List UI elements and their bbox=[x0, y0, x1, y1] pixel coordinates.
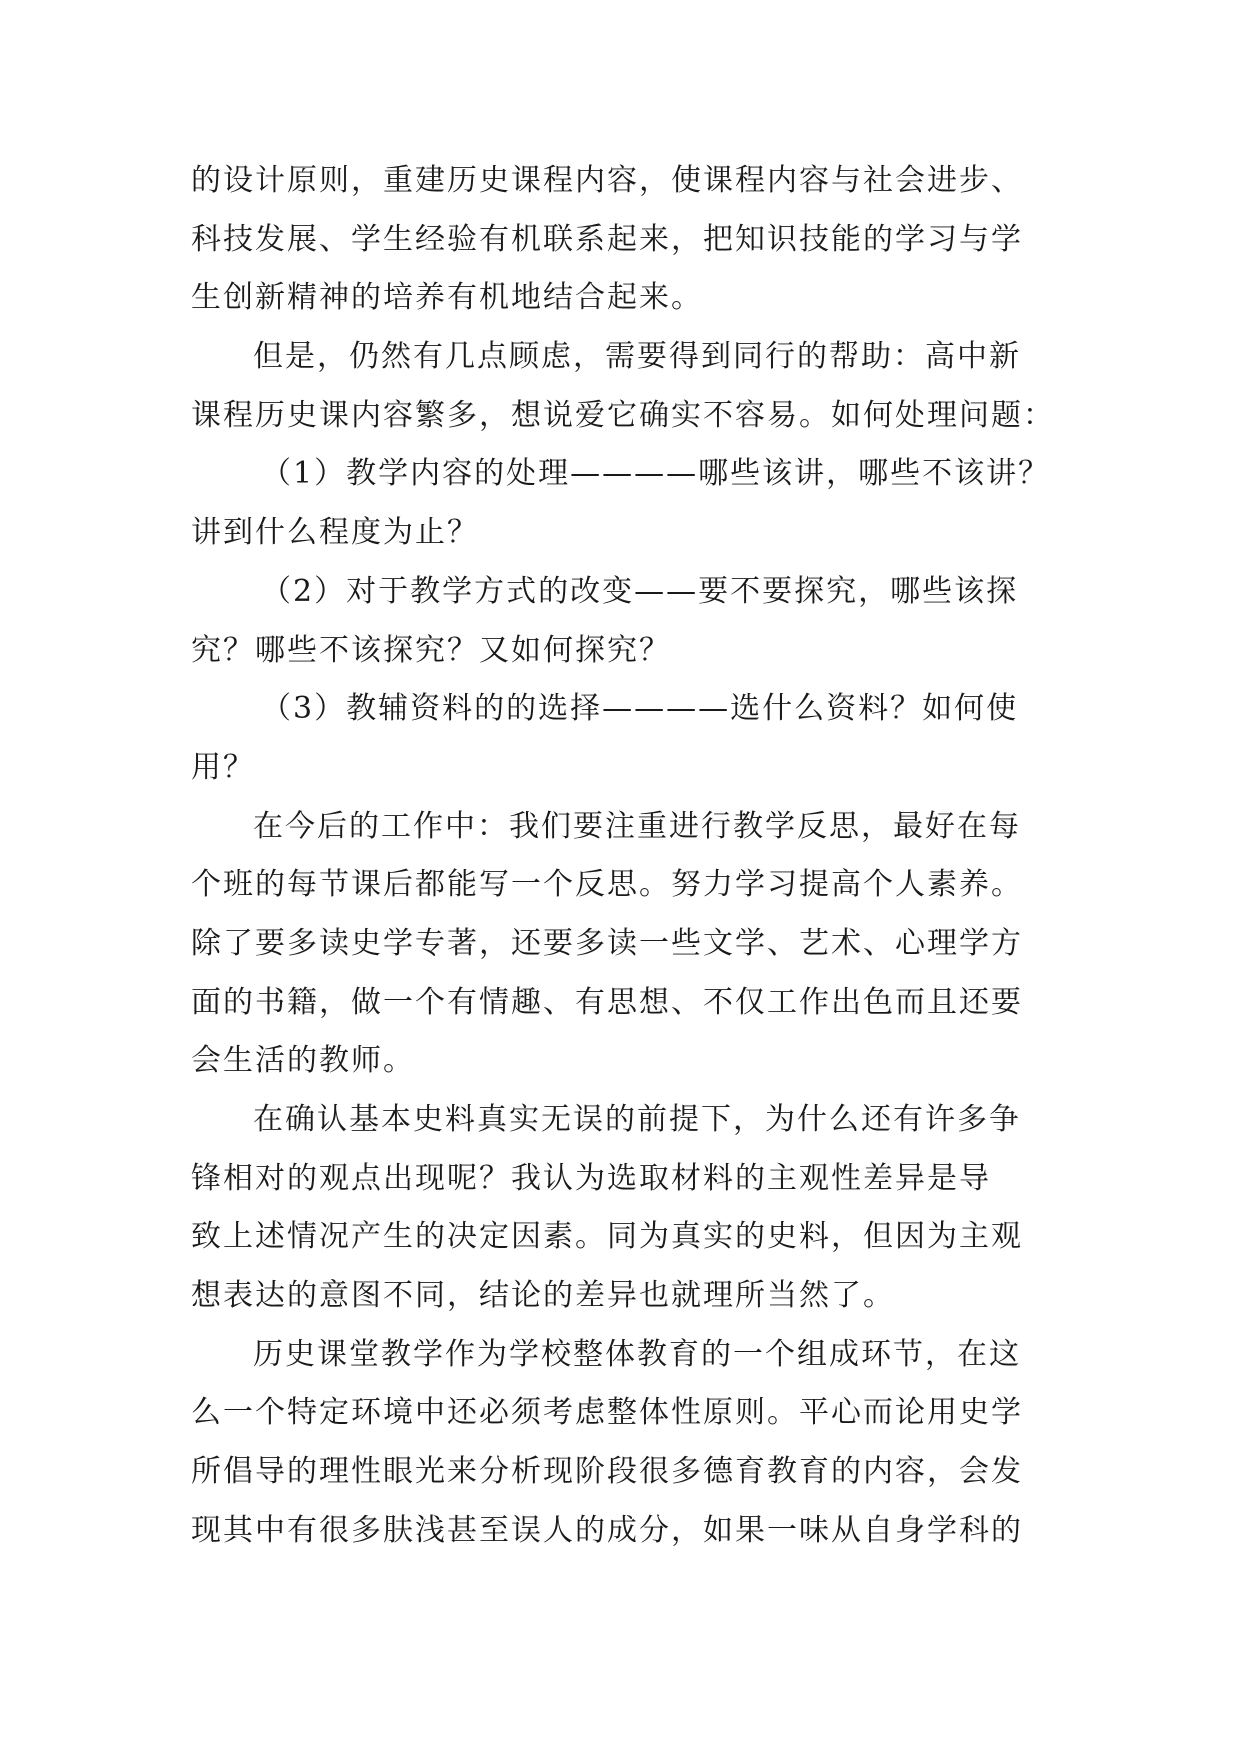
text-line: 除了要多读史学专著，还要多读一些文学、艺术、心理学方 bbox=[191, 925, 1023, 961]
text-line: 会生活的教师。 bbox=[191, 1043, 415, 1079]
list-item-1: （1）教学内容的处理————哪些该讲，哪些不该讲？ bbox=[261, 456, 1051, 492]
text-line: 现其中有很多肤浅甚至误人的成分，如果一味从自身学科的 bbox=[191, 1512, 1023, 1548]
text-line: 用？ bbox=[191, 749, 255, 785]
paragraph-start-line: 但是，仍然有几点顾虑，需要得到同行的帮助：高中新 bbox=[253, 339, 1021, 375]
text-line: 生创新精神的培养有机地结合起来。 bbox=[191, 280, 703, 316]
text-line: 的设计原则，重建历史课程内容，使课程内容与社会进步、 bbox=[191, 163, 1023, 198]
text-line: 课程历史课内容繁多，想说爱它确实不容易。如何处理问题： bbox=[191, 397, 1055, 433]
text-line: 致上述情况产生的决定因素。同为真实的史料，但因为主观 bbox=[191, 1219, 1023, 1255]
text-line: 个班的每节课后都能写一个反思。努力学习提高个人素养。 bbox=[191, 867, 1023, 903]
text-line: 锋相对的观点出现呢？我认为选取材料的主观性差异是导 bbox=[191, 1160, 991, 1196]
text-line: 究？哪些不该探究？又如何探究？ bbox=[191, 632, 671, 668]
body-text bbox=[191, 152, 1059, 1561]
paragraph-start-line: 历史课堂教学作为学校整体教育的一个组成环节，在这 bbox=[253, 1336, 1021, 1372]
list-item-3: （3）教辅资料的的选择————选什么资料？如何使 bbox=[261, 691, 1019, 727]
list-item-2: （2）对于教学方式的改变——要不要探究，哪些该探 bbox=[261, 573, 1019, 609]
paragraph-start-line: 在今后的工作中：我们要注重进行教学反思，最好在每 bbox=[253, 808, 1021, 844]
text-line: 讲到什么程度为止？ bbox=[191, 515, 479, 551]
text-line: 科技发展、学生经验有机联系起来，把知识技能的学习与学 bbox=[191, 221, 1023, 257]
text-line: 所倡导的理性眼光来分析现阶段很多德育教育的内容，会发 bbox=[191, 1454, 1023, 1490]
text-line: 面的书籍，做一个有情趣、有思想、不仅工作出色而且还要 bbox=[191, 984, 1023, 1020]
paragraph-start-line: 在确认基本史料真实无误的前提下，为什么还有许多争 bbox=[253, 1102, 1021, 1137]
text-line: 么一个特定环境中还必须考虑整体性原则。平心而论用史学 bbox=[191, 1395, 1023, 1431]
text-line: 想表达的意图不同，结论的差异也就理所当然了。 bbox=[191, 1278, 895, 1314]
